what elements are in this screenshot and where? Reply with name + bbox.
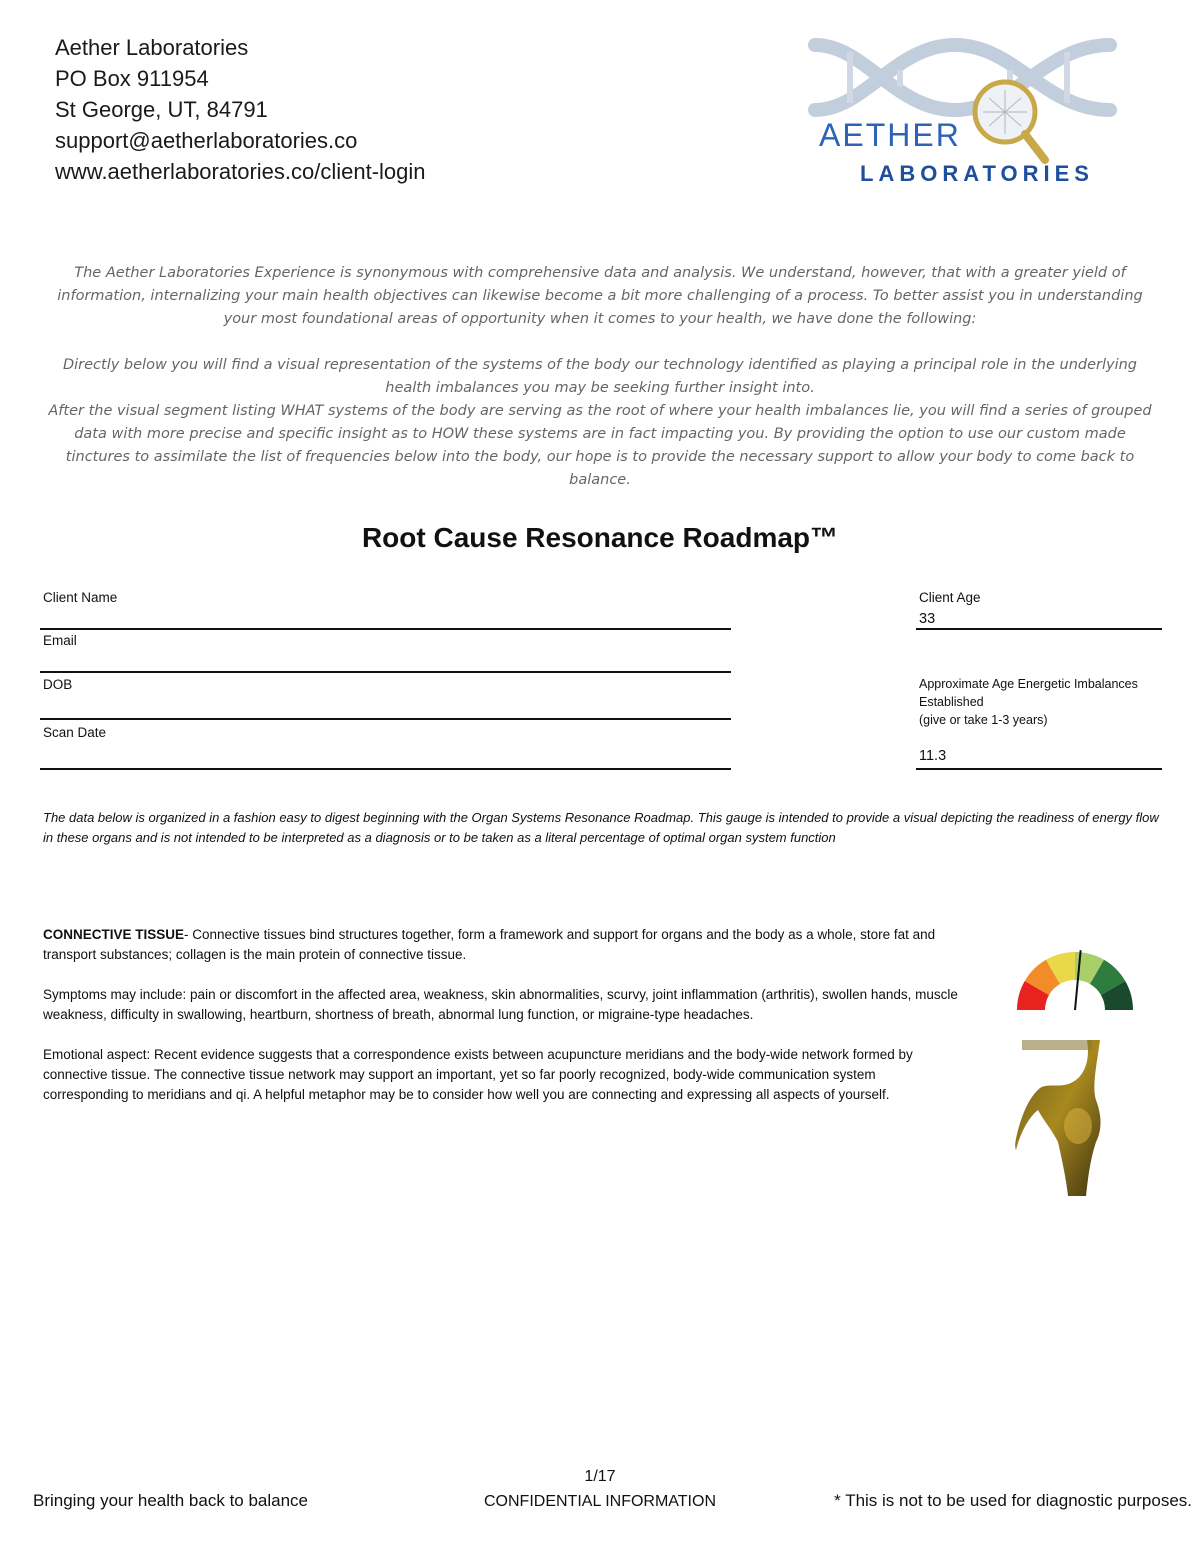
gauge-note: The data below is organized in a fashion easy to digest beginning with the Organ Systems Resonance Roadmap. This gauge is intended to provide a visual depicting the readiness of energy flow in these organs and is not intended to be interpreted as a diagnosis or to be taken as a literal percentage of optimal organ system function — [43, 810, 1159, 845]
intro-text — [40, 262, 1160, 492]
intro-paragraph-1: The Aether Laboratories Experience is synonymous with comprehensive data and analysis. We understand, however, that with a greater yield of information, internalizing your main health objectives can likewise become a bit more challenging of a process. To better assist you in understanding your most foundational areas of opportunity when it comes to your health, we have done the following: — [57, 265, 1143, 327]
company-website: www.aetherlaboratories.co/client-login — [55, 159, 426, 184]
dob-line — [40, 718, 731, 720]
logo-word-laboratories: LABORATORIES — [860, 161, 1094, 186]
imbalance-label-line-1: Approximate Age Energetic Imbalances — [919, 677, 1138, 691]
intro-paragraph-2: Directly below you will find a visual representation of the systems of the body our technology identified as playing a principal role in the underlying health imbalances you may be seeking further insight into. — [62, 357, 1138, 396]
imbalance-age-line — [916, 768, 1162, 770]
company-email: support@aetherlaboratories.co — [55, 128, 358, 153]
section-heading: CONNECTIVE TISSUE — [43, 927, 185, 942]
section-symptoms: Symptoms may include: pain or discomfort in the affected area, weakness, skin abnormalities, scurvy, joint inflammation (arthritis), swollen hands, muscle weakness, difficulty in swallowing, heartburn, shortness of breath, abnormal lung function, or migraine-type headaches. — [43, 987, 958, 1022]
section-description: - Connective tissues bind structures together, form a framework and support for organs and the body as a whole, store fat and transport substances; collagen is the main protein of connective tissue. — [43, 927, 936, 962]
company-name: Aether Laboratories — [55, 35, 249, 60]
footer-disclaimer: * This is not to be used for diagnostic purposes. — [834, 1491, 1192, 1510]
section-intro — [43, 925, 963, 965]
client-age-line — [916, 628, 1162, 630]
client-age-label: Client Age — [919, 590, 981, 605]
imbalance-age-label — [919, 675, 1138, 729]
imbalance-label-line-3: (give or take 1-3 years) — [919, 713, 1048, 727]
aether-logo — [805, 30, 1120, 190]
section-emotional: Emotional aspect: Recent evidence suggests that a correspondence exists between acupuncture meridians and the body-wide network formed by connective tissue. The connective tissue network may support an important, yet so far poorly recognized, body-wide communication system corresponding to meridians and qi. A helpful metaphor may be to consider how well you are connecting and expressing all aspects of yourself. — [43, 1047, 913, 1102]
footer-tagline: Bringing your health back to balance — [33, 1491, 309, 1510]
company-po-box: PO Box 911954 — [55, 66, 209, 91]
connective-tissue-section — [43, 925, 963, 1125]
footer-confidential: CONFIDENTIAL INFORMATION — [484, 1493, 716, 1510]
client-age-value: 33 — [919, 611, 936, 627]
company-address — [55, 32, 426, 187]
scan-date-line — [40, 768, 731, 770]
client-name-label: Client Name — [43, 590, 118, 605]
email-line — [40, 671, 731, 673]
logo-word-aether: AETHER — [819, 117, 961, 153]
page-title: Root Cause Resonance Roadmap™ — [361, 522, 839, 553]
magnifier-icon — [975, 82, 1045, 160]
imbalance-label-line-2: Established — [919, 695, 984, 709]
imbalance-age-value: 11.3 — [919, 748, 947, 764]
scan-date-label: Scan Date — [43, 725, 107, 740]
leg-anatomy-image — [1012, 1038, 1107, 1198]
dob-label: DOB — [43, 677, 73, 692]
email-label: Email — [43, 633, 77, 648]
resonance-gauge — [1012, 950, 1138, 1014]
client-name-line — [40, 628, 731, 630]
page-number: 1/17 — [584, 1468, 616, 1485]
intro-paragraph-3: After the visual segment listing WHAT systems of the body are serving as the root of where your health imbalances lie, you will find a series of grouped data with more precise and specific insight as to HOW these systems are in fact impacting you. By providing the option to use our custom made tinctures to assimilate the list of frequencies below into the body, our hope is to provide the necessary support to allow your body to come back to balance. — [48, 403, 1152, 488]
company-city: St George, UT, 84791 — [55, 97, 268, 122]
